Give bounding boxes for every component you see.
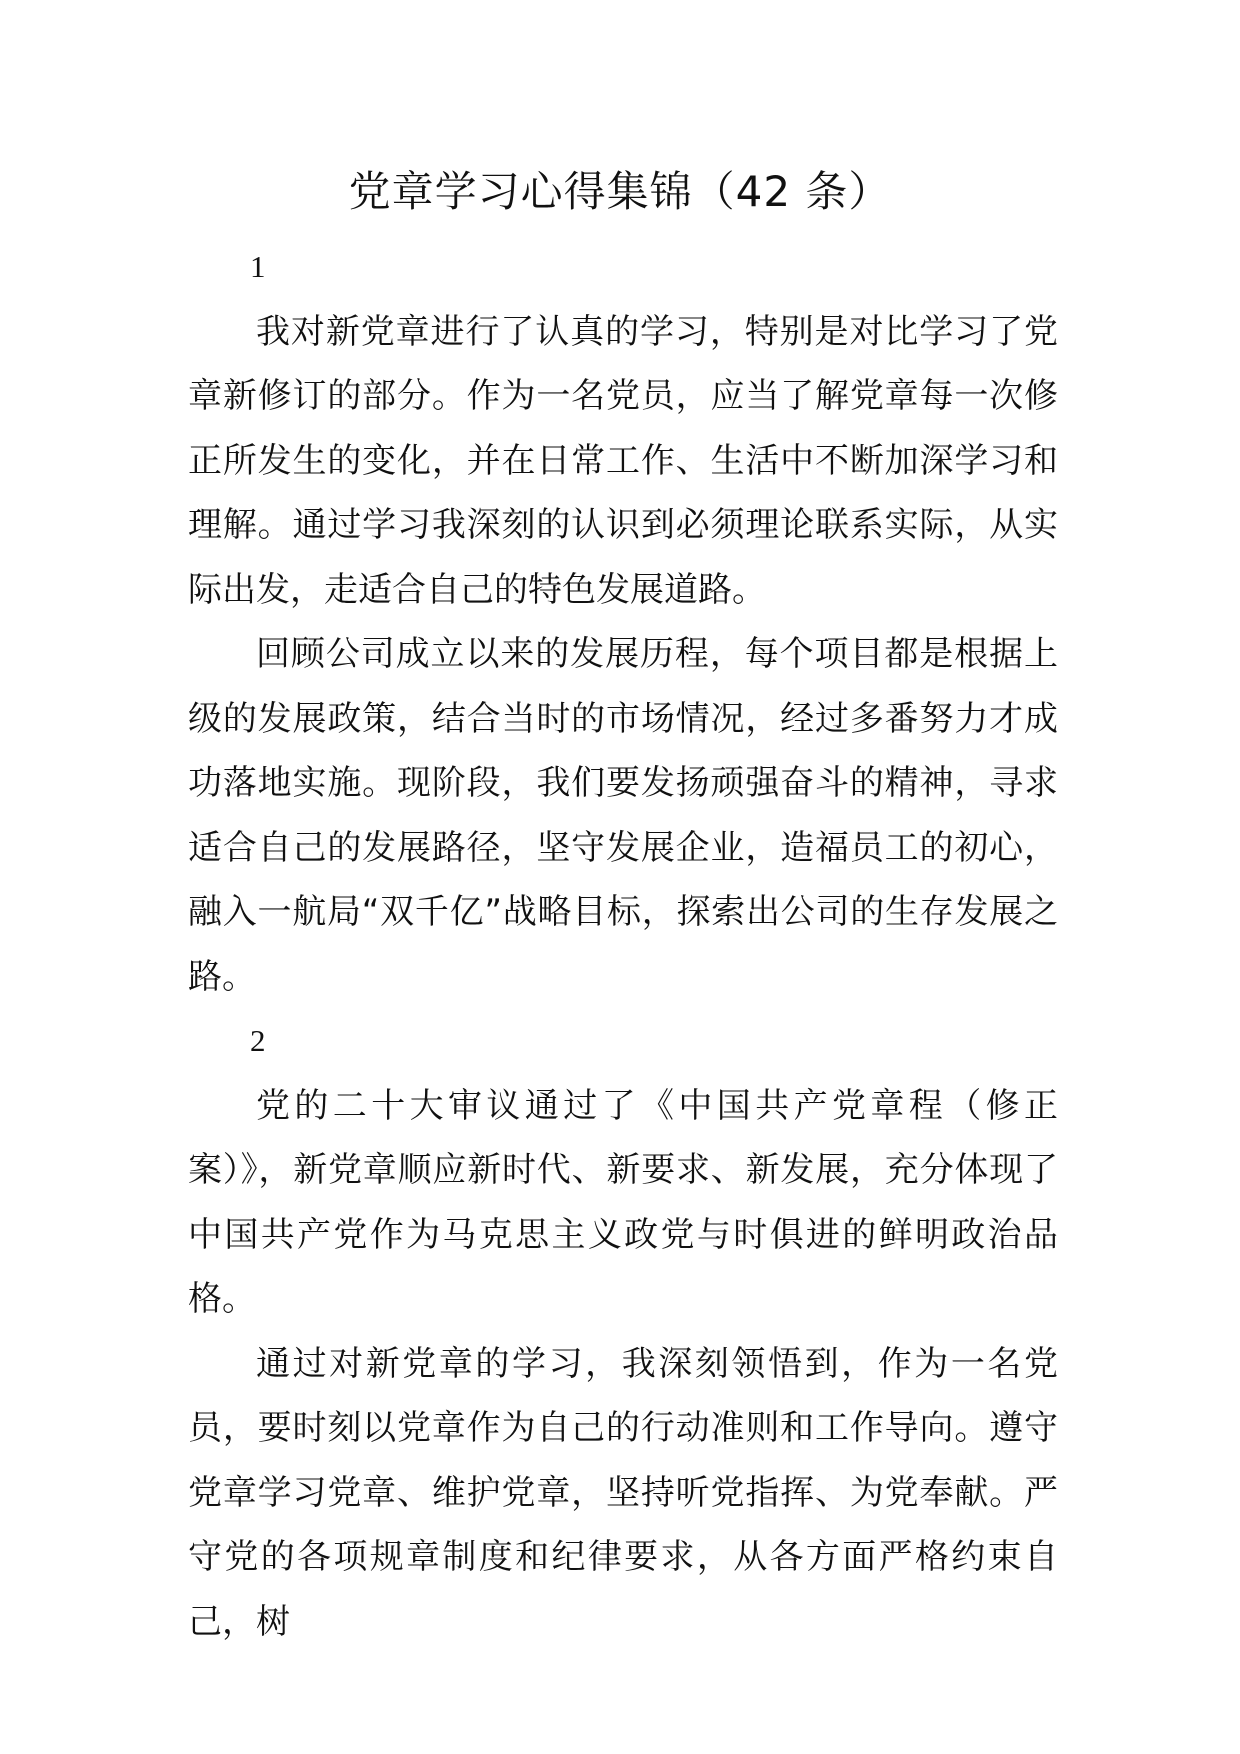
paragraph: 回顾公司成立以来的发展历程，每个项目都是根据上级的发展政策，结合当时的市场情况，经过多番努力才成功落地实施。现阶段，我们要发扬顽强奋斗的精神，寻求适合自己的发展路径，坚守发展企业，造福员工的初心，融入一航局“双千亿”战略目标，探索出公司的生存发展之路。 xyxy=(188,634,1058,997)
paragraph: 我对新党章进行了认真的学习，特别是对比学习了党章新修订的部分。作为一名党员，应当了解党章每一次修正所发生的变化，并在日常工作、生活中不断加深学习和理解。通过学习我深刻的认识到必须理论联系实际，从实际出发，走适合自己的特色发展道路。 xyxy=(188,311,1058,610)
paragraph: 党的二十大审议通过了《中国共产党章程（修正案）》，新党章顺应新时代、新要求、新发展，充分体现了中国共产党作为马克思主义政党与时俱进的鲜明政治品格。 xyxy=(188,1085,1058,1319)
paragraph: 通过对新党章的学习，我深刻领悟到，作为一名党员，要时刻以党章作为自己的行动准则和工作导向。遵守党章学习党章、维护党章，坚持听党指挥、为党奉献。严守党的各项规章制度和纪律要求，从各方面严格约束自己，树 xyxy=(188,1343,1058,1642)
document-title: 党章学习心得集锦（42 条） xyxy=(348,167,892,216)
document-body xyxy=(188,235,1058,1654)
section-number: 1 xyxy=(250,249,266,284)
section-number: 2 xyxy=(250,1023,266,1058)
